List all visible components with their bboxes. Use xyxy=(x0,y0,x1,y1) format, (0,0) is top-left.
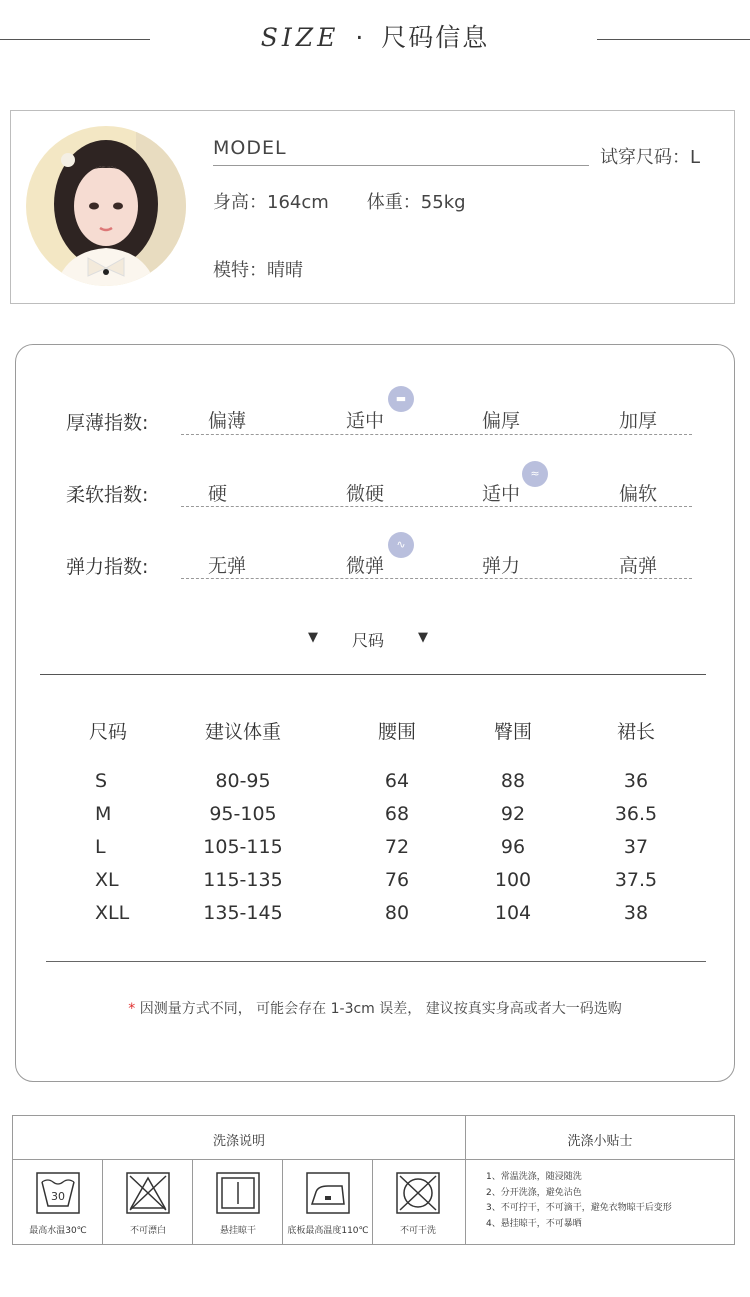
table-header: 尺码 xyxy=(88,721,127,743)
title-en: SIZE xyxy=(260,23,340,52)
care-item-bleach xyxy=(103,1160,193,1244)
thickness-selected-icon: ▬ xyxy=(388,386,414,412)
table-cell-weight: 95-105 xyxy=(209,803,277,825)
table-cell-length: 38 xyxy=(623,902,649,924)
note-star: * xyxy=(128,1001,136,1017)
table-cell-hip: 96 xyxy=(500,836,526,858)
care-item-iron xyxy=(283,1160,373,1244)
care-label: 悬挂晾干 xyxy=(219,1226,256,1236)
table-cell-weight: 135-145 xyxy=(203,902,283,924)
care-label: 不可漂白 xyxy=(129,1226,166,1236)
table-cell-size: XLL xyxy=(95,902,130,924)
elasticity-selected-icon: ∿ xyxy=(388,532,414,558)
care-tip: 3、不可拧干，不可滴干，避免衣物晾干后变形 xyxy=(486,1203,672,1213)
care-tip: 4、悬挂晾干，不可暴晒 xyxy=(486,1218,582,1229)
elasticity-label: 弹力指数: xyxy=(66,556,149,578)
model-height: 身高：164cm xyxy=(213,192,329,213)
care-label: 底板最高温度110℃ xyxy=(287,1226,369,1236)
model-weight: 体重：55kg xyxy=(366,192,466,213)
table-cell-waist: 72 xyxy=(384,836,410,858)
softness-dashline xyxy=(181,506,692,507)
size-section-title: 尺码 xyxy=(352,631,385,650)
triangle-right-icon: ▼ xyxy=(418,630,428,645)
table-cell-waist: 80 xyxy=(384,902,410,924)
table-cell-length: 36 xyxy=(623,770,649,792)
care-item-dry xyxy=(193,1160,283,1244)
table-cell-length: 37 xyxy=(623,836,649,858)
model-avatar xyxy=(26,126,186,286)
care-tips-list xyxy=(486,1170,672,1232)
table-cell-length: 36.5 xyxy=(614,803,658,825)
thickness-label: 厚薄指数: xyxy=(66,412,149,434)
care-right-title: 洗涤小贴士 xyxy=(567,1134,633,1149)
no-bleach-icon xyxy=(126,1172,170,1214)
thickness-option: 适中 xyxy=(346,410,385,432)
table-cell-weight: 105-115 xyxy=(203,836,283,858)
measurement-note xyxy=(0,998,750,1018)
table-cell-length: 37.5 xyxy=(614,869,658,891)
table-cell-size: L xyxy=(95,836,106,858)
table-bottom-line xyxy=(46,961,706,962)
softness-option: 偏软 xyxy=(619,483,658,505)
thickness-dashline xyxy=(181,434,692,435)
wash-30-icon xyxy=(36,1172,80,1214)
model-stats xyxy=(213,188,466,214)
thickness-option: 加厚 xyxy=(619,410,658,432)
table-cell-hip: 104 xyxy=(494,902,532,924)
table-header: 臀围 xyxy=(493,721,532,743)
iron-110-icon xyxy=(306,1172,350,1214)
softness-selected-icon: ≈ xyxy=(522,461,548,487)
care-left-title: 洗涤说明 xyxy=(212,1134,265,1149)
care-tip: 1、常温洗涤，随浸随洗 xyxy=(486,1172,582,1182)
thickness-option: 偏厚 xyxy=(482,410,521,432)
page-title xyxy=(0,18,750,54)
title-separator: · xyxy=(355,23,366,52)
table-cell-waist: 64 xyxy=(384,770,410,792)
table-cell-weight: 115-135 xyxy=(203,869,283,891)
table-header: 裙长 xyxy=(616,721,655,743)
hang-dry-icon xyxy=(216,1172,260,1214)
table-cell-hip: 92 xyxy=(500,803,526,825)
table-cell-hip: 88 xyxy=(500,770,526,792)
title-cn: 尺码信息 xyxy=(381,23,490,52)
care-item-wash xyxy=(13,1160,103,1244)
wash-temp-text: 30 xyxy=(51,1190,65,1203)
table-cell-hip: 100 xyxy=(494,869,532,891)
thickness-option: 偏薄 xyxy=(208,410,247,432)
softness-option: 硬 xyxy=(208,483,228,505)
model-trial-size: 试穿尺码：L xyxy=(600,147,701,168)
care-item-dryclean xyxy=(373,1160,465,1244)
table-cell-size: M xyxy=(95,803,112,825)
no-dry-clean-icon xyxy=(396,1172,440,1214)
table-cell-waist: 76 xyxy=(384,869,410,891)
care-label: 不可干洗 xyxy=(399,1226,436,1236)
elasticity-option: 高弹 xyxy=(619,555,658,577)
table-top-line xyxy=(40,674,706,675)
care-tip: 2、分开洗涤，避免沾色 xyxy=(486,1187,582,1198)
softness-label: 柔软指数: xyxy=(66,484,149,506)
model-underline xyxy=(213,165,589,166)
model-label: MODEL xyxy=(213,137,287,159)
table-cell-waist: 68 xyxy=(384,803,410,825)
note-text: 因测量方式不同， 可能会存在 1-3cm 误差， 建议按真实身高或者大一码选购 xyxy=(135,1001,622,1017)
softness-option: 适中 xyxy=(482,483,521,505)
triangle-left-icon: ▼ xyxy=(308,630,318,645)
care-label: 最高水温30℃ xyxy=(29,1226,87,1236)
elasticity-option: 弹力 xyxy=(482,555,521,577)
table-header: 建议体重 xyxy=(204,721,281,743)
fabric-info-panel xyxy=(15,344,735,1082)
softness-option: 微硬 xyxy=(346,483,385,505)
table-cell-size: S xyxy=(95,770,108,792)
table-header: 腰围 xyxy=(377,721,416,743)
elasticity-option: 微弹 xyxy=(346,555,385,577)
elasticity-option: 无弹 xyxy=(208,555,247,577)
elasticity-dashline xyxy=(181,578,692,579)
model-name: 模特：晴晴 xyxy=(213,260,303,281)
table-cell-weight: 80-95 xyxy=(215,770,271,792)
table-cell-size: XL xyxy=(95,869,119,891)
